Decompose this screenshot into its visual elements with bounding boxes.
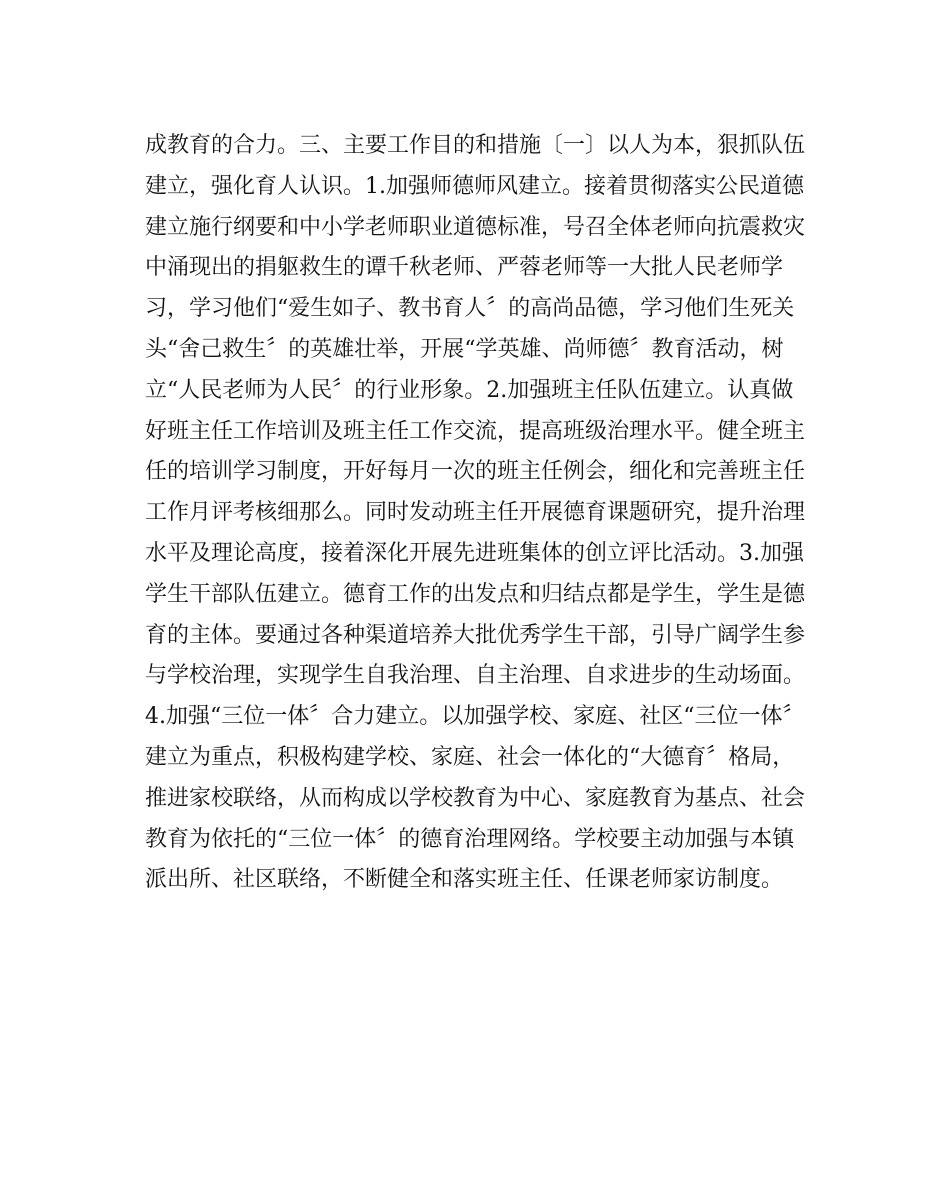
text-line-1: 成教育的合力。三、主要工作目的和措施〔一〕以人为本，狠抓队伍 [145,133,806,158]
text-line-8: 好班主任工作培训及班主任工作交流，提高班级治理水平。健全班主 [145,418,806,444]
text-line-10: 工作月评考核细那么。同时发动班主任开展德育课题研究，提升治理 [145,500,806,526]
text-line-6: 头“舍己救生〞的英雄壮举，开展“学英雄、尚师德〞教育活动，树 [145,336,784,362]
text-line-11: 水平及理论高度，接着深化开展先进班集体的创立评比活动。3.加强 [145,540,804,566]
text-line-7: 立“人民老师为人民〞的行业形象。2.加强班主任队伍建立。认真做 [145,377,794,403]
text-line-2: 建立，强化育人认识。1.加强师德师风建立。接着贯彻落实公民道德 [145,173,804,199]
body-text [145,126,815,901]
text-line-13: 育的主体。要通过各种渠道培养大批优秀学生干部，引导广阔学生参 [145,622,806,648]
text-line-14: 与学校治理，实现学生自我治理、自主治理、自求进步的生动场面。 [145,663,806,689]
text-line-15: 4.加强“三位一体〞合力建立。以加强学校、家庭、社区“三位一体〞 [145,704,805,730]
text-line-9: 任的培训学习制度，开好每月一次的班主任例会，细化和完善班主任 [145,459,806,485]
text-line-3: 建立施行纲要和中小学老师职业道德标准，号召全体老师向抗震救灾 [145,214,806,240]
text-line-5: 习，学习他们“爱生如子、教书育人〞的高尚品德，学习他们生死关 [145,296,795,322]
text-line-17: 推进家校联络，从而构成以学校教育为中心、家庭教育为基点、社会 [145,785,806,811]
text-line-16: 建立为重点，积极构建学校、家庭、社会一体化的“大德育〞格局， [145,744,795,770]
text-line-19: 派出所、社区联络，不断健全和落实班主任、任课老师家访制度。 [145,867,784,893]
text-line-4: 中涌现出的捐躯救生的谭千秋老师、严蓉老师等一大批人民老师学 [145,255,784,281]
text-line-18: 教育为依托的“三位一体〞的德育治理网络。学校要主动加强与本镇 [145,826,795,852]
text-line-12: 学生干部队伍建立。德育工作的出发点和归结点都是学生，学生是德 [145,581,806,607]
